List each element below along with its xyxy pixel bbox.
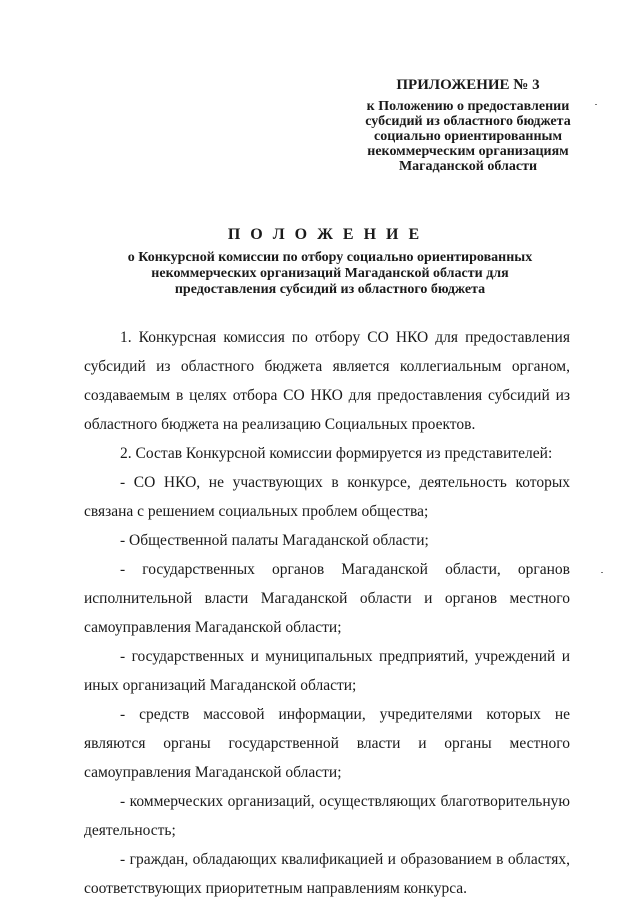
subtitle-line: о Конкурсной комиссии по отбору социально ориентированных — [127, 250, 533, 265]
list-item: - граждан, обладающих квалификацией и образованием в областях, соответствующих приоритетным направлениям конкурса. — [84, 851, 570, 897]
document-title: П О Л О Ж Е Н И Е — [227, 226, 423, 243]
list-item: - СО НКО, не участвующих в конкурсе, деятельность которых связана с решением социальных проблем общества; — [84, 474, 570, 520]
paragraph-2: 2. Состав Конкурсной комиссии формируется из представителей: — [120, 445, 553, 462]
annex-header — [318, 78, 618, 174]
annex-line: некоммерческим организациям — [367, 144, 569, 159]
document-body — [84, 323, 570, 903]
scan-speck — [601, 572, 603, 573]
scan-speck — [595, 104, 597, 105]
list-item: - государственных и муниципальных предприятий, учреждений и иных организаций Магаданской области; — [84, 648, 570, 694]
annex-line: социально ориентированным — [374, 129, 562, 144]
annex-line: субсидий из областного бюджета — [365, 114, 571, 129]
paragraph-1: 1. Конкурсная комиссия по отбору СО НКО для предоставления субсидий из областного бюджета является коллегиальным органом, создаваемым в целях отбора СО НКО для предоставления субсидий из областного бюджета на реализацию Социальных проектов. — [84, 329, 570, 433]
annex-line: Магаданской области — [398, 159, 538, 174]
list-item: - государственных органов Магаданской области, органов исполнительной власти Магаданской области и органов местного самоуправления Магаданской области; — [84, 561, 570, 636]
list-item: - коммерческих организаций, осуществляющих благотворительную деятельность; — [84, 793, 570, 839]
list-item: - средств массовой информации, учредителями которых не являются органы государственной власти и органы местного самоуправления Магаданской области; — [84, 706, 570, 781]
subtitle-line: предоставления субсидий из областного бюджета — [174, 282, 486, 297]
document-subtitle — [80, 250, 580, 298]
list-item: - Общественной палаты Магаданской области; — [120, 532, 429, 549]
subtitle-line: некоммерческих организаций Магаданской области для — [151, 266, 509, 281]
annex-line: к Положению о предоставлении — [366, 99, 570, 114]
annex-title: ПРИЛОЖЕНИЕ № 3 — [396, 77, 540, 93]
